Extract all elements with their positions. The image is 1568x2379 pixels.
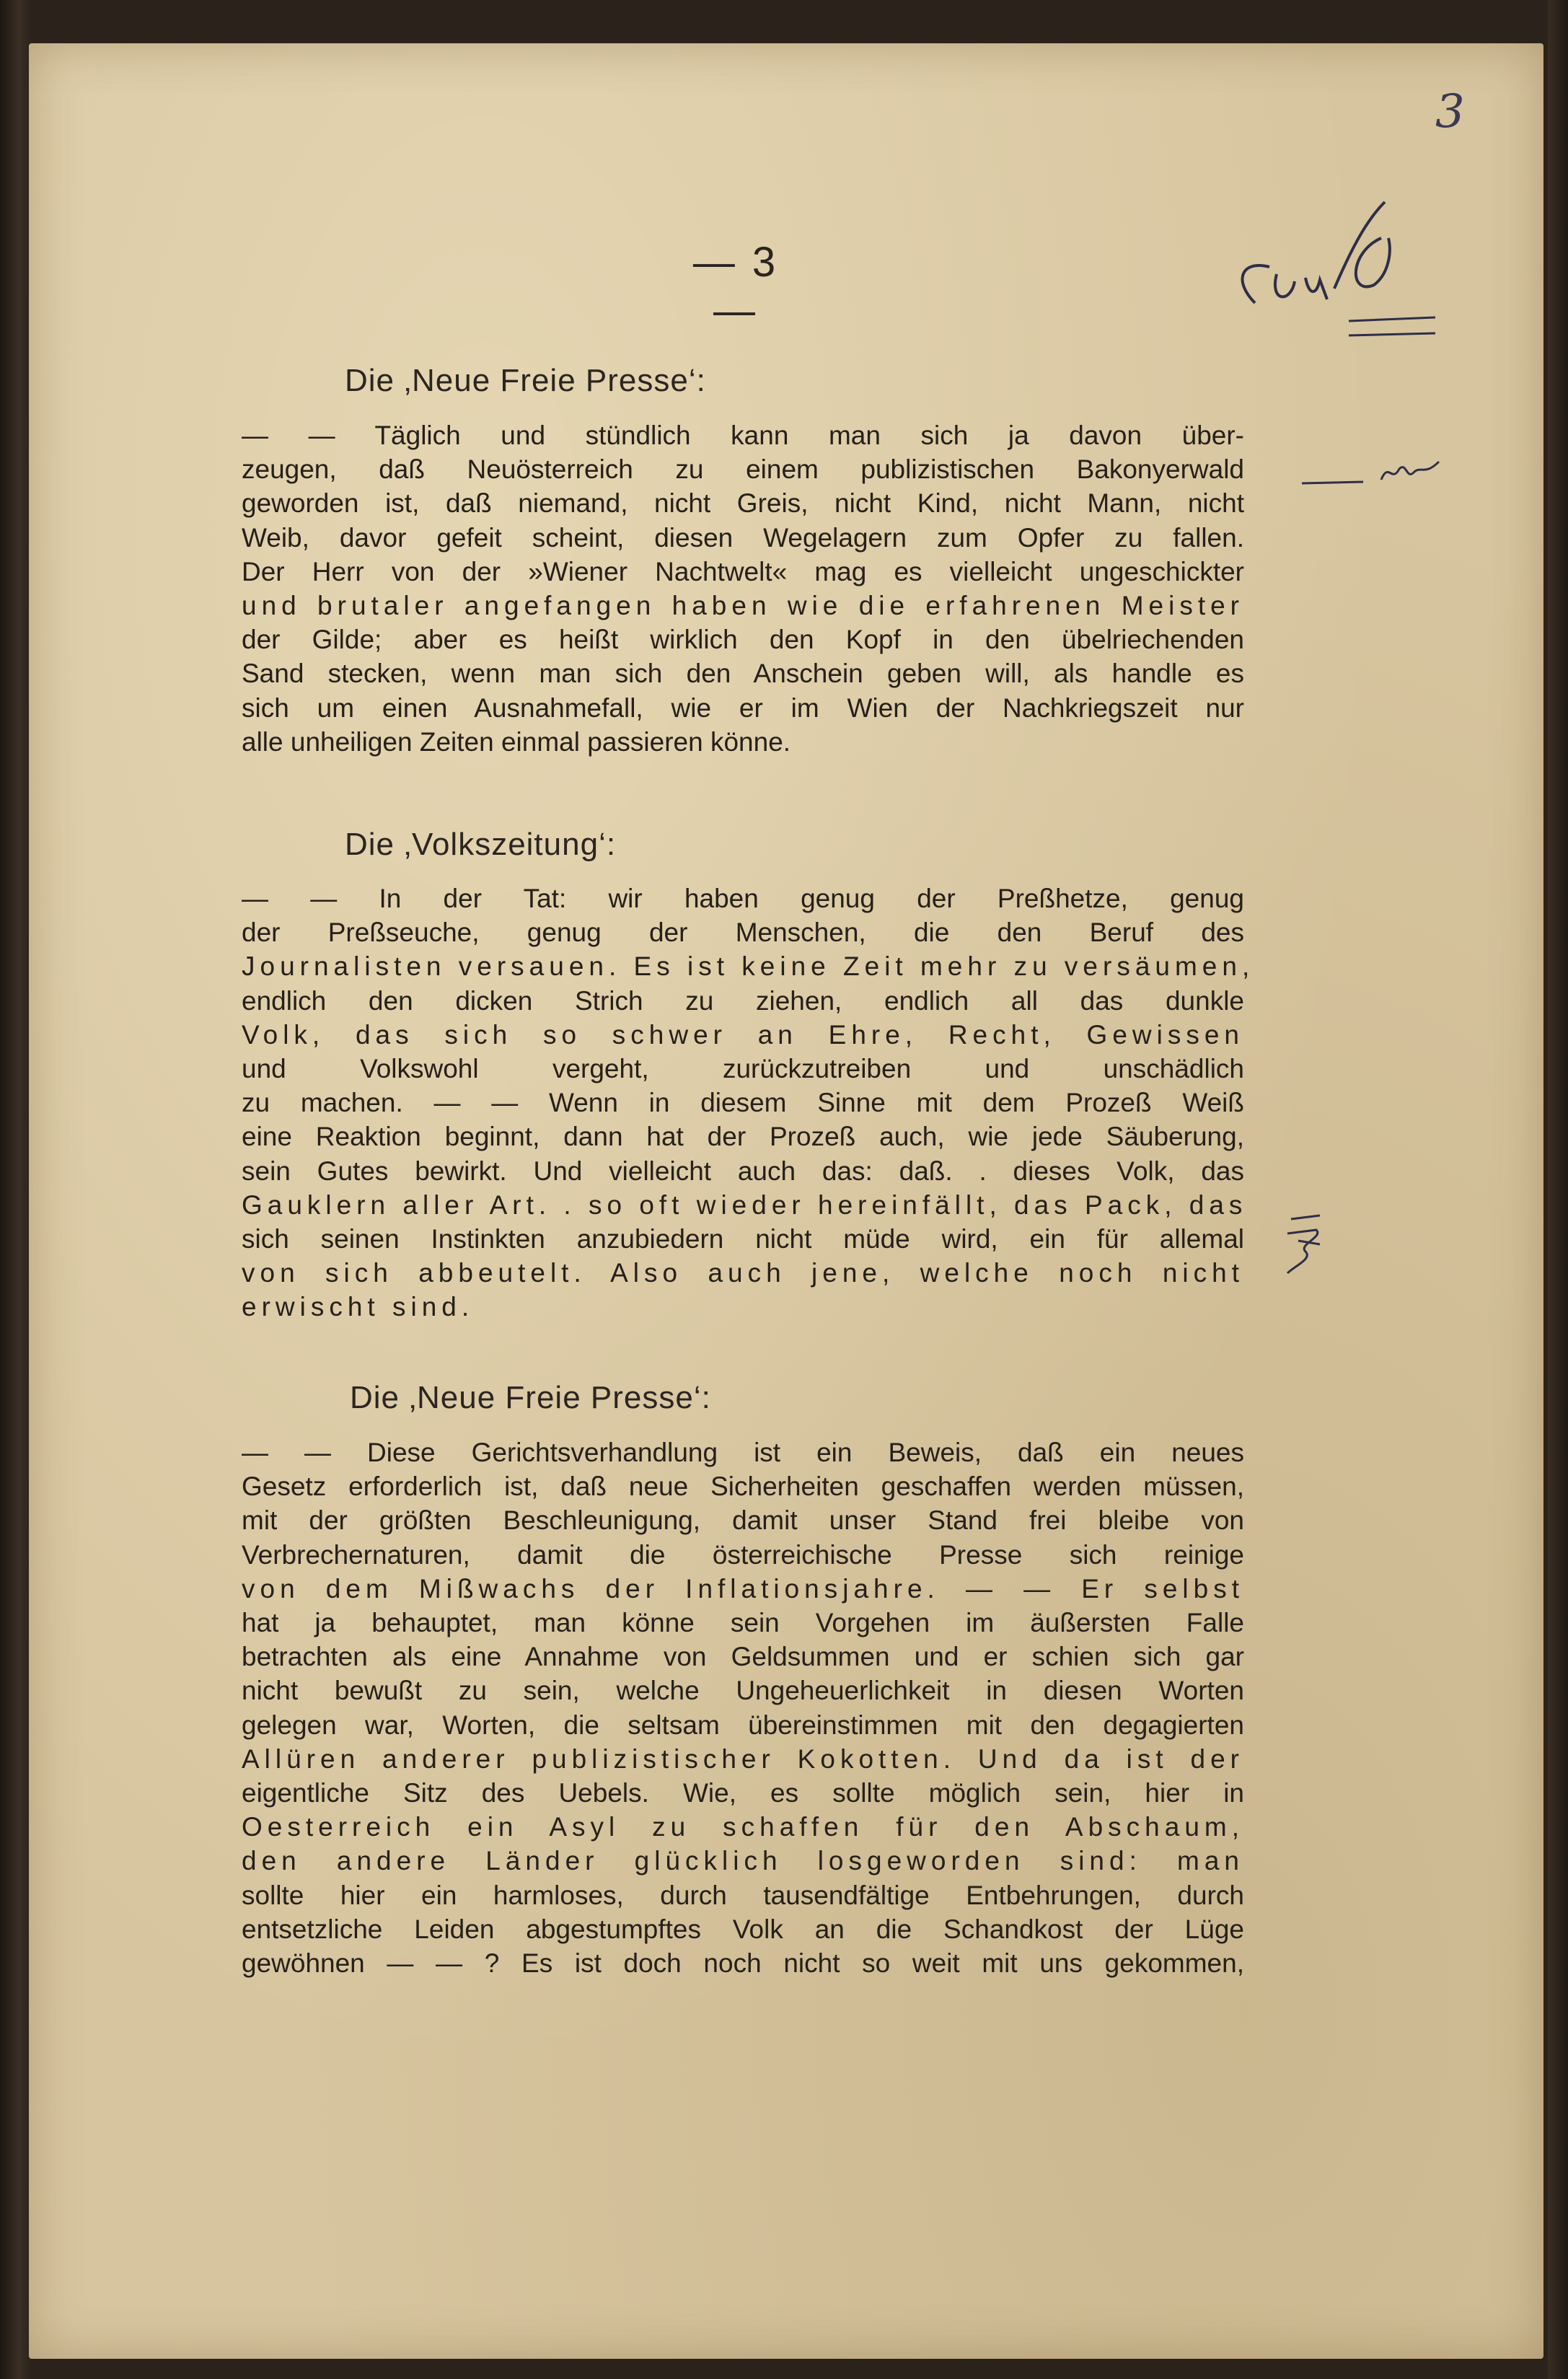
handwritten-annotation-signature-icon bbox=[1226, 195, 1443, 353]
text-line: Gesetz erforderlich ist, daß neue Sicherheiten geschaffen werden müssen, bbox=[242, 1472, 1244, 1502]
section-heading-1: Die ‚Neue Freie Presse‘: bbox=[345, 363, 706, 398]
section-heading-3: Die ‚Neue Freie Presse‘: bbox=[350, 1380, 711, 1415]
text-line: von sich abbeutelt. Also auch jene, welche noch nicht bbox=[242, 1258, 1244, 1288]
book-spine-shadow bbox=[0, 0, 32, 2379]
text-line: sollte hier ein harmloses, durch tausendfältige Entbehrungen, durch bbox=[242, 1880, 1244, 1910]
text-line: zu machen. — — Wenn in diesem Sinne mit dem Prozeß Weiß bbox=[242, 1088, 1244, 1118]
text-line: Allüren anderer publizistischer Kokotten. Und da ist der bbox=[242, 1743, 1244, 1774]
text-line: Sand stecken, wenn man sich den Anschein geben will, als handle es bbox=[242, 659, 1244, 689]
text-line: alle unheiligen Zeiten einmal passieren könne. bbox=[242, 726, 791, 757]
text-line: nicht bewußt zu sein, welche Ungeheuerlichkeit in diesen Worten bbox=[242, 1676, 1244, 1706]
handwritten-page-number: 3 bbox=[1435, 85, 1465, 138]
text-line: betrachten als eine Annahme von Geldsummen und er schien sich gar bbox=[242, 1642, 1244, 1672]
page-edge-shadow bbox=[1548, 0, 1568, 2379]
text-line: erwischt sind. bbox=[242, 1292, 475, 1322]
text-line: und Volkswohl vergeht, zurückzutreiben und unschädlich bbox=[242, 1054, 1244, 1084]
text-line: Journalisten versauen. Es ist keine Zeit mehr zu versäumen, bbox=[242, 951, 1255, 982]
text-line: gewöhnen — — ? Es ist doch noch nicht so weit mit uns gekommen, bbox=[242, 1948, 1244, 1979]
text-line: Weib, davor gefeit scheint, diesen Wegelagern zum Opfer zu fallen. bbox=[242, 522, 1244, 553]
text-line: entsetzliche Leiden abgestumpftes Volk an die Schandkost der Lüge bbox=[242, 1914, 1244, 1944]
handwritten-note-margin: Zew bbox=[1298, 440, 1300, 441]
text-line: hat ja behauptet, man könne sein Vorgehen im äußersten Falle bbox=[242, 1608, 1244, 1638]
text-line: sein Gutes bewirkt. Und vielleicht auch das: daß. . dieses Volk, das bbox=[242, 1156, 1244, 1186]
page-number: — 3 — bbox=[692, 239, 779, 334]
text-line: und brutaler angefangen haben wie die erfahrenen Meister bbox=[242, 591, 1244, 621]
paragraph-1 bbox=[242, 418, 1244, 759]
text-line: von dem Mißwachs der Inflationsjahre. — — Er selbst bbox=[242, 1573, 1244, 1604]
text-line: Volk, das sich so schwer an Ehre, Recht, Gewissen bbox=[242, 1019, 1244, 1050]
text-line: sich um einen Ausnahmefall, wie er im Wien der Nachkriegszeit nur bbox=[242, 692, 1244, 723]
text-line: — — Diese Gerichtsverhandlung ist ein Beweis, daß ein neues bbox=[242, 1438, 1244, 1467]
text-line: gelegen war, Worten, die seltsam übereinstimmen mit den degagierten bbox=[242, 1710, 1244, 1740]
text-line: Der Herr von der »Wiener Nachtwelt« mag es vielleicht ungeschickter bbox=[242, 556, 1244, 586]
text-line: den andere Länder glücklich losgeworden sind: man bbox=[242, 1846, 1244, 1876]
text-line: Gauklern aller Art. . so oft wieder hereinfällt, das Pack, das bbox=[242, 1190, 1248, 1220]
text-line: endlich den dicken Strich zu ziehen, endlich all das dunkle bbox=[242, 985, 1244, 1016]
text-line: eine Reaktion beginnt, dann hat der Prozeß auch, wie jede Säuberung, bbox=[242, 1122, 1244, 1152]
section-heading-2: Die ‚Volkszeitung‘: bbox=[345, 827, 617, 862]
text-line: zeugen, daß Neuösterreich zu einem publizistischen Bakonyerwald bbox=[242, 454, 1244, 485]
text-line: Verbrechernaturen, damit die österreichische Presse sich reinige bbox=[242, 1539, 1244, 1570]
margin-annotation-icon bbox=[1298, 440, 1457, 498]
text-line: mit der größten Beschleunigung, damit unser Stand frei bleibe von bbox=[242, 1505, 1244, 1536]
text-line: der Preßseuche, genug der Menschen, die den Beruf des bbox=[242, 918, 1244, 948]
text-line: sich seinen Instinkten anzubiedern nicht müde wird, ein für allemal bbox=[242, 1224, 1244, 1254]
margin-doodle-icon bbox=[1277, 1208, 1334, 1280]
text-line: — — Täglich und stündlich kann man sich ja davon über- bbox=[242, 421, 1244, 450]
text-line: geworden ist, daß niemand, nicht Greis, nicht Kind, nicht Mann, nicht bbox=[242, 488, 1244, 519]
text-line: Oesterreich ein Asyl zu schaffen für den Abschaum, bbox=[242, 1812, 1244, 1842]
text-line: der Gilde; aber es heißt wirklich den Kopf in den übelriechenden bbox=[242, 625, 1244, 655]
paragraph-2 bbox=[242, 881, 1255, 1324]
paragraph-3 bbox=[242, 1435, 1244, 1980]
text-line: — — In der Tat: wir haben genug der Preßhetze, genug bbox=[242, 884, 1244, 913]
text-line: eigentliche Sitz des Uebels. Wie, es sollte möglich sein, hier in bbox=[242, 1778, 1244, 1808]
